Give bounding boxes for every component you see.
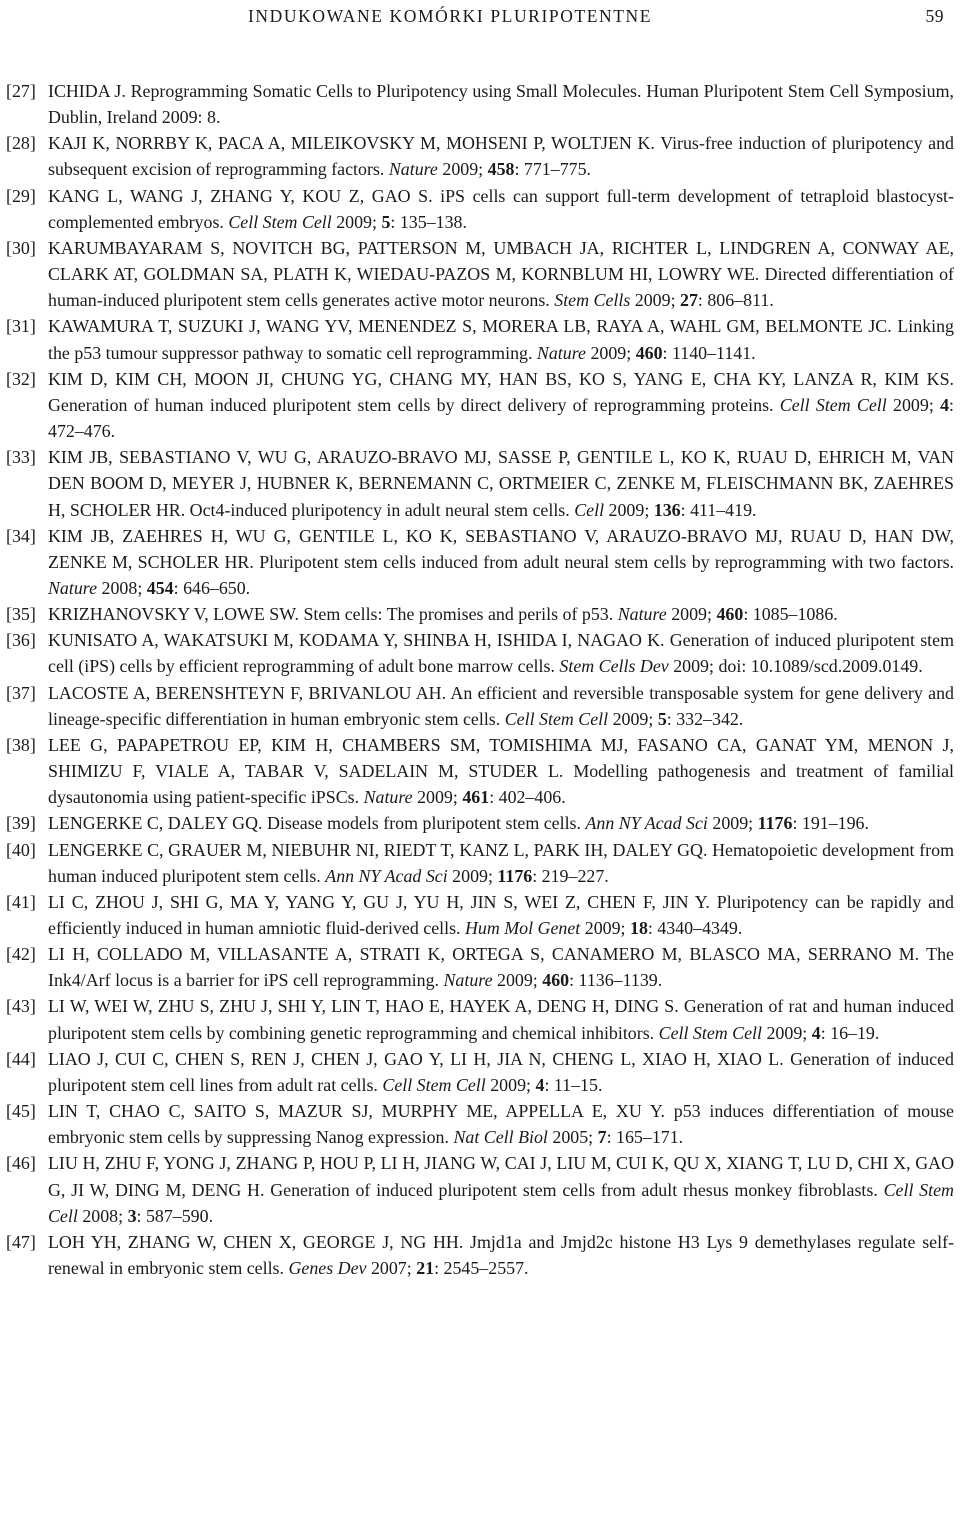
- reference-pages: : 332–342.: [666, 708, 744, 729]
- reference-authors: LIU H, ZHU F, YONG J, ZHANG P, HOU P, LI H, JIANG W, CAI J, LIU M, CUI K, QU X, XIANG T, LU D, CHI X, GAO G, JI W, DING M, DENG H.: [48, 1153, 954, 1200]
- reference-number: [31]: [6, 316, 36, 337]
- reference-pages: : 135–138.: [390, 211, 467, 232]
- reference-year: 2009;: [893, 394, 934, 415]
- reference-journal: Cell Stem Cell: [48, 1179, 954, 1226]
- reference-list: [6, 78, 954, 1281]
- reference-number: [34]: [6, 525, 36, 546]
- reference-journal: Nature: [617, 604, 667, 625]
- reference-number: [39]: [6, 813, 36, 834]
- reference-number: [30]: [6, 237, 36, 258]
- reference-pages: : 11–15.: [544, 1074, 603, 1095]
- reference-year: 2008;: [82, 1205, 124, 1226]
- reference-title: Pluripotent stem cells induced from adult neural stem cells by reprogramming with two factors.: [259, 551, 955, 572]
- reference-authors: KIM JB, SEBASTIANO V, WU G, ARAUZO-BRAVO MJ, SASSE P, GENTILE L, KO K, RUAU D, EHRICH M, VAN DEN BOOM D, MEYER J, HUBNER K, BERNEMANN C, ORTMEIER C, ZENKE M, FLEISCHMANN BK, ZAEHRES H, SCHOLER HR.: [48, 447, 954, 520]
- reference-authors: LI C, ZHOU J, SHI G, MA Y, YANG Y, GU J, YU H, JIN S, WEI Z, CHEN F, JIN Y.: [48, 891, 710, 912]
- reference-title: Disease models from pluripotent stem cells.: [266, 813, 581, 834]
- reference-authors: KUNISATO A, WAKATSUKI M, KODAMA Y, SHINBA H, ISHIDA I, NAGAO K.: [48, 630, 665, 651]
- reference-year: 2009;: [442, 159, 484, 180]
- reference-authors: KARUMBAYARAM S, NOVITCH BG, PATTERSON M, UMBACH JA, RICHTER L, LINDGREN A, CONWAY AE, CLARK AT, GOLDMAN SA, PLATH K, WIEDAU-PAZOS M, KORNBLUM HI, LOWRY WE.: [48, 237, 954, 285]
- reference-journal: Cell Stem Cell: [228, 211, 332, 232]
- reference-title: The Ink4/Arf locus is a barrier for iPS cell reprogramming.: [48, 944, 954, 991]
- reference-year: 2009;: [452, 865, 493, 886]
- reference-authors: LIN T, CHAO C, SAITO S, MAZUR SJ, MURPHY ME, APPELLA E, XU Y.: [48, 1101, 665, 1122]
- reference-item: [6, 523, 954, 601]
- reference-number: [28]: [6, 133, 36, 154]
- reference-item: [6, 732, 954, 810]
- reference-authors: LOH YH, ZHANG W, CHEN X, GEORGE J, NG HH.: [48, 1231, 464, 1252]
- reference-year: 2009;: [590, 342, 632, 363]
- reference-item: [6, 313, 954, 365]
- reference-title: p53 induces differentiation of mouse embryonic stem cells by suppressing Nanog expression.: [48, 1101, 954, 1148]
- reference-volume: 460: [716, 604, 744, 625]
- reference-pages: : 4340–4349.: [647, 918, 743, 938]
- reference-title: Generation of rat and human induced pluripotent stem cells by combining genetic reprogramming and chemical inhibitors.: [48, 996, 954, 1043]
- reference-year: 2009;: [766, 1022, 808, 1043]
- reference-journal: Ann NY Acad Sci: [325, 865, 448, 886]
- reference-year: 2009;: [417, 787, 458, 808]
- reference-item: [6, 889, 954, 941]
- reference-title: Directed differentiation of human-induced pluripotent stem cells generates active motor neurons.: [48, 264, 954, 311]
- reference-journal: Cell Stem Cell: [779, 394, 887, 415]
- reference-item: [6, 1046, 954, 1098]
- page-number: 59: [925, 6, 944, 26]
- reference-item: [6, 235, 954, 313]
- reference-authors: LI H, COLLADO M, VILLASANTE A, STRATI K, ORTEGA S, CANAMERO M, BLASCO MA, SERRANO M.: [48, 944, 920, 965]
- reference-title: Jmjd1a and Jmjd2c histone H3 Lys 9 demethylases regulate self-renewal in embryonic stem cells.: [48, 1231, 954, 1279]
- reference-number: [43]: [6, 996, 36, 1017]
- reference-volume: 3: [127, 1205, 137, 1226]
- reference-pages: : 16–19.: [820, 1022, 880, 1043]
- reference-number: [44]: [6, 1048, 36, 1069]
- reference-title: Generation of induced pluripotent stem cell lines from adult rat cells.: [48, 1048, 954, 1095]
- reference-item: [6, 444, 954, 522]
- running-title: INDUKOWANE KOMÓRKI PLURIPOTENTNE: [248, 6, 653, 26]
- reference-pages: : 1136–1139.: [569, 970, 663, 991]
- reference-item: [6, 1098, 954, 1150]
- reference-volume: 460: [542, 970, 570, 991]
- reference-year: 2007;: [370, 1258, 412, 1279]
- reference-volume: 4: [811, 1022, 821, 1043]
- reference-year: 2009;: [712, 813, 754, 834]
- reference-pages: : 646–650.: [173, 577, 251, 598]
- reference-item: [6, 130, 954, 182]
- reference-volume: 21: [416, 1258, 435, 1279]
- reference-journal: Genes Dev: [288, 1258, 367, 1279]
- reference-item: [6, 366, 954, 444]
- reference-title: Oct4-induced pluripotency in adult neural stem cells.: [189, 499, 570, 520]
- reference-journal: Ann NY Acad Sci: [585, 813, 708, 834]
- reference-authors: LI W, WEI W, ZHU S, ZHU J, SHI Y, LIN T, HAO E, HAYEK A, DENG H, DING S.: [48, 996, 679, 1017]
- reference-number: [38]: [6, 734, 36, 755]
- reference-volume: 18: [630, 918, 648, 938]
- reference-item: [6, 810, 954, 836]
- reference-number: [42]: [6, 944, 36, 965]
- reference-number: [33]: [6, 447, 36, 468]
- reference-title: Virus-free induction of pluripotency and subsequent excision of reprogramming factors.: [48, 133, 954, 180]
- reference-authors: LENGERKE C, DALEY GQ.: [48, 813, 263, 834]
- reference-item: [6, 627, 954, 679]
- reference-authors: KRIZHANOVSKY V, LOWE SW.: [48, 604, 299, 625]
- reference-volume: 4: [535, 1074, 545, 1095]
- reference-number: [41]: [6, 891, 36, 912]
- reference-title: Generation of induced pluripotent stem cells from adult rhesus monkey fibroblasts.: [270, 1179, 878, 1200]
- reference-volume: 5: [657, 708, 667, 729]
- reference-number: [47]: [6, 1231, 36, 1252]
- reference-title: Reprogramming Somatic Cells to Pluripotency using Small Molecules. Human Pluripotent Stem Cell Symposium, Dublin, Ireland 2009: 8.: [48, 81, 954, 128]
- reference-title: Pluripotency can be rapidly and efficiently induced in human amniotic fluid-derived cells.: [48, 891, 954, 938]
- reference-pages: : 1085–1086.: [743, 604, 838, 625]
- reference-volume: 136: [653, 499, 681, 520]
- reference-volume: 27: [680, 290, 698, 311]
- reference-journal: Nature: [48, 577, 98, 598]
- reference-item: [6, 183, 954, 235]
- reference-volume: 454: [146, 577, 174, 598]
- reference-authors: KAJI K, NORRBY K, PACA A, MILEIKOVSKY M, MOHSENI P, WOLTJEN K.: [48, 133, 655, 154]
- reference-authors: KIM D, KIM CH, MOON JI, CHUNG YG, CHANG MY, HAN BS, KO S, YANG E, CHA KY, LANZA R, KIM KS.: [48, 368, 954, 389]
- reference-journal: Cell Stem Cell: [382, 1074, 486, 1095]
- reference-journal: Nat Cell Biol: [453, 1127, 548, 1148]
- reference-journal: Stem Cells: [554, 290, 631, 311]
- reference-journal: Nature: [363, 787, 413, 808]
- reference-title: Generation of induced pluripotent stem cell (iPS) cells by efficient reprogramming of adult bone marrow cells.: [48, 630, 954, 677]
- reference-year: 2008;: [101, 577, 143, 598]
- reference-title: Modelling pathogenesis and treatment of familial dysautonomia using patient-specific iPSCs.: [48, 761, 954, 808]
- reference-year: 2009;: [612, 708, 654, 729]
- reference-number: [27]: [6, 81, 36, 101]
- reference-authors: LENGERKE C, GRAUER M, NIEBUHR NI, RIEDT T, KANZ L, PARK IH, DALEY GQ.: [48, 839, 708, 860]
- reference-volume: 7: [597, 1127, 607, 1148]
- reference-volume: 458: [487, 159, 515, 180]
- reference-number: [32]: [6, 368, 36, 389]
- reference-journal: Hum Mol Genet: [465, 918, 581, 938]
- reference-year: 2009;: [584, 918, 626, 938]
- reference-pages: : 472–476.: [48, 394, 955, 442]
- reference-pages: : 165–171.: [606, 1127, 684, 1148]
- reference-year: 2009;: [490, 1074, 531, 1095]
- reference-year: 2009;: [671, 604, 712, 625]
- reference-item: [6, 601, 954, 627]
- reference-item: [6, 941, 954, 993]
- reference-volume: 1176: [757, 813, 793, 834]
- reference-item: [6, 1229, 954, 1281]
- reference-pages: : 587–590.: [136, 1205, 214, 1226]
- reference-authors: ICHIDA J.: [48, 81, 126, 101]
- reference-volume: 460: [635, 342, 663, 363]
- reference-title: Generation of human induced pluripotent stem cells by direct delivery of reprogramming proteins.: [48, 394, 774, 415]
- reference-number: [46]: [6, 1153, 36, 1174]
- reference-year: 2009;: [336, 211, 377, 232]
- reference-journal: Cell: [574, 499, 605, 520]
- reference-authors: KIM JB, ZAEHRES H, WU G, GENTILE L, KO K, SEBASTIANO V, ARAUZO-BRAVO MJ, RUAU D, HAN DW, ZENKE M, SCHOLER HR.: [48, 525, 954, 572]
- reference-number: [35]: [6, 604, 36, 625]
- reference-volume: 1176: [497, 865, 533, 886]
- reference-title: Hematopoietic development from human induced pluripotent stem cells.: [48, 839, 954, 886]
- reference-year: 2005;: [552, 1127, 594, 1148]
- reference-journal: Nature: [443, 970, 493, 991]
- running-header: [0, 0, 960, 40]
- reference-volume: 4: [940, 394, 950, 415]
- reference-year: 2009;: [634, 290, 676, 311]
- reference-year: 2009;: [673, 656, 714, 677]
- reference-year: 2009;: [497, 970, 538, 991]
- reference-pages: : 1140–1141.: [662, 342, 756, 363]
- reference-pages: doi: 10.1089/scd.2009.0149.: [718, 656, 923, 677]
- reference-item: [6, 1150, 954, 1228]
- reference-pages: : 2545–2557.: [434, 1258, 529, 1279]
- reference-pages: : 411–419.: [680, 499, 757, 520]
- reference-number: [40]: [6, 839, 36, 860]
- reference-volume: 5: [381, 211, 391, 232]
- reference-journal: Nature: [388, 159, 438, 180]
- reference-title: iPS cells can support full-term development of tetraploid blastocyst-complemented embryos.: [48, 185, 954, 232]
- reference-year: 2009;: [608, 499, 650, 520]
- reference-item: [6, 993, 954, 1045]
- reference-pages: : 219–227.: [532, 865, 609, 886]
- reference-authors: LACOSTE A, BERENSHTEYN F, BRIVANLOU AH.: [48, 682, 447, 703]
- reference-volume: 461: [462, 787, 490, 808]
- reference-pages: : 402–406.: [489, 787, 566, 808]
- reference-pages: : 191–196.: [792, 813, 869, 834]
- reference-number: [36]: [6, 630, 36, 651]
- reference-journal: Stem Cells Dev: [559, 656, 669, 677]
- reference-authors: KANG L, WANG J, ZHANG Y, KOU Z, GAO S.: [48, 185, 433, 206]
- reference-number: [29]: [6, 185, 36, 206]
- reference-authors: LEE G, PAPAPETROU EP, KIM H, CHAMBERS SM, TOMISHIMA MJ, FASANO CA, GANAT YM, MENON J, SHIMIZU F, VIALE A, TABAR V, SADELAIN M, STUDER L.: [48, 734, 954, 782]
- reference-authors: LIAO J, CUI C, CHEN S, REN J, CHEN J, GAO Y, LI H, JIA N, CHENG L, XIAO H, XIAO L.: [48, 1048, 784, 1069]
- reference-number: [45]: [6, 1101, 36, 1122]
- reference-journal: Cell Stem Cell: [658, 1022, 762, 1043]
- reference-item: [6, 78, 954, 130]
- reference-title: Linking the p53 tumour suppressor pathway to somatic cell reprogramming.: [48, 316, 954, 363]
- reference-title: An efficient and reversible transposable system for gene delivery and lineage-specific differentiation in human embryonic stem cells.: [48, 682, 954, 729]
- reference-journal: Nature: [536, 342, 586, 363]
- reference-pages: : 806–811.: [697, 290, 774, 311]
- reference-item: [6, 680, 954, 732]
- reference-number: [37]: [6, 682, 36, 703]
- reference-authors: KAWAMURA T, SUZUKI J, WANG YV, MENENDEZ S, MORERA LB, RAYA A, WAHL GM, BELMONTE JC.: [48, 316, 892, 337]
- reference-title: Stem cells: The promises and perils of p53.: [303, 604, 614, 625]
- reference-pages: : 771–775.: [514, 159, 592, 180]
- reference-journal: Cell Stem Cell: [504, 708, 609, 729]
- reference-item: [6, 837, 954, 889]
